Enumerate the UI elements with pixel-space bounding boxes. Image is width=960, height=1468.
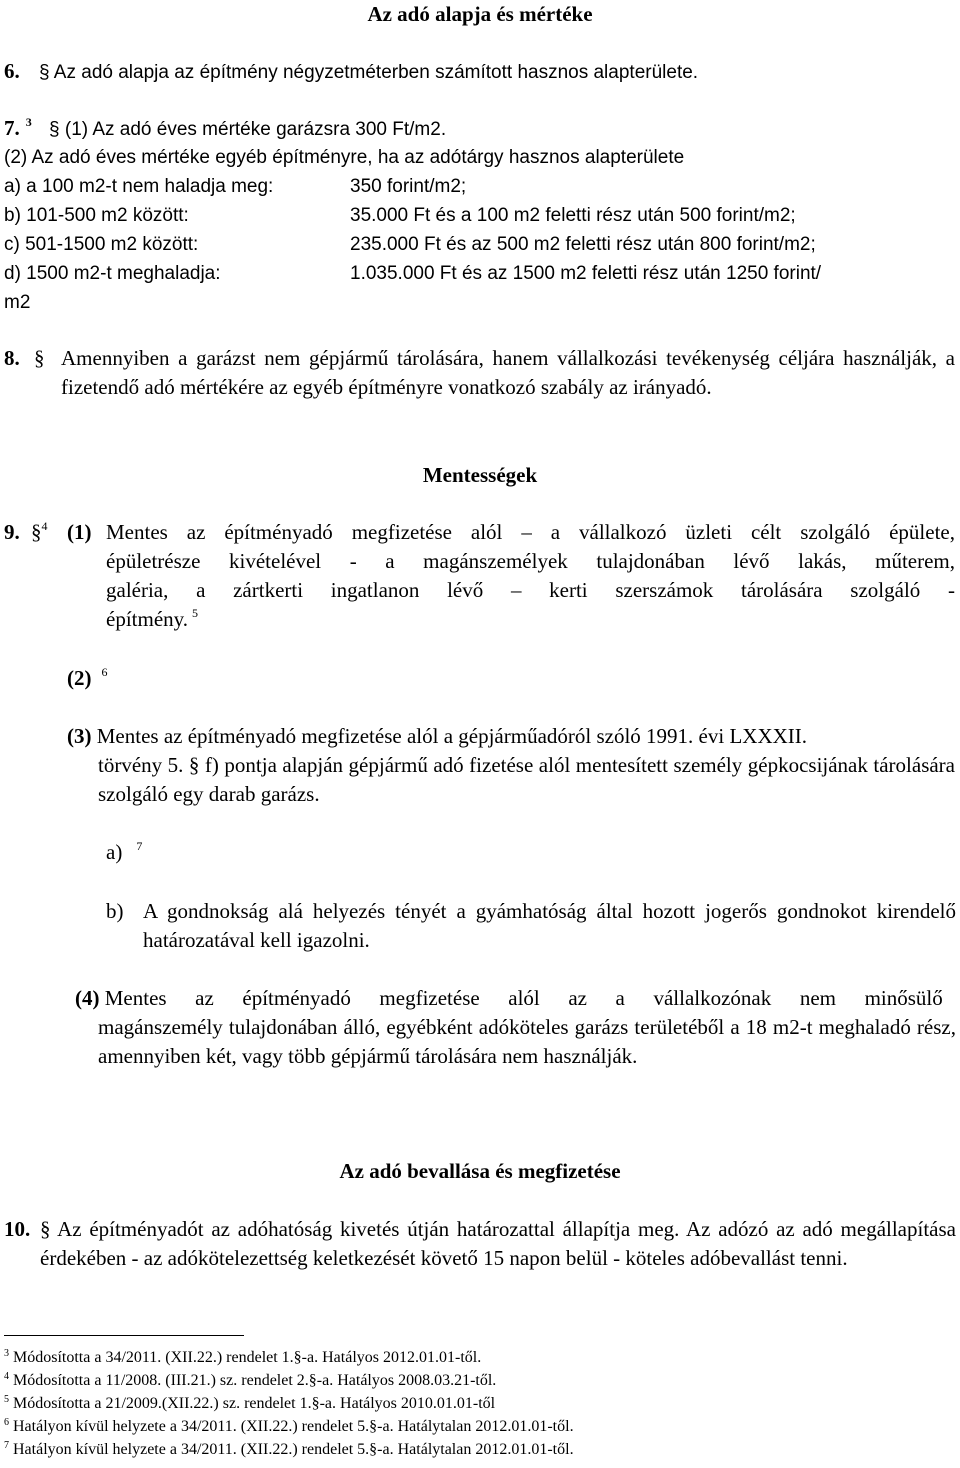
footnote-7-number: 7 <box>4 1440 9 1451</box>
rate-row-a-value: 350 forint/m2; <box>350 176 467 197</box>
rate-row-a-label: a) a 100 m2-t nem haladja meg: <box>4 176 274 197</box>
para-9-1-line-1: Mentes az építményadó megfizetése alól – a vállalkozó üzleti célt szolgáló épülete, <box>106 520 955 544</box>
section-7-para-1 <box>4 114 446 144</box>
para-9-4-first-text: Mentes az építményadó megfizetése alól az a vállalkozónak nem minősülő <box>104 986 943 1010</box>
section-6-text: § Az adó alapja az építmény négyzetméterben számított hasznos alapterülete. <box>39 62 699 83</box>
para-9-1-label: (1) <box>67 520 92 544</box>
footnote-4-number: 4 <box>4 1371 9 1382</box>
section-8-number: 8. <box>4 346 20 370</box>
section-7-number: 7. <box>4 116 20 140</box>
para-9-1-line-3: galéria, a zártkerti ingatlanon lévő – kerti szerszámok tárolására szolgáló - <box>106 578 955 602</box>
para-9-2-label: (2) <box>67 666 92 690</box>
section-6 <box>4 57 698 87</box>
item-b-label: b) <box>106 899 124 923</box>
section-9-head <box>4 518 48 547</box>
section-10-text: § Az építményadót az adóhatóság kivetés útján határozattal állapítja meg. Az adózó az adó megállapítása érdekében - az adókötelezettség keletkezését követő 15 napon belül - köteles adóbevallást tenni. <box>40 1217 956 1270</box>
footnote-separator <box>4 1335 244 1336</box>
footnote-7 <box>4 1440 574 1460</box>
section-9-number: 9. <box>4 520 20 544</box>
heading-exemptions: Mentességek <box>422 463 538 487</box>
footnote-6-number: 6 <box>4 1417 9 1428</box>
para-9-4-first <box>75 984 943 1013</box>
rate-row-b-label: b) 101-500 m2 között: <box>4 205 189 226</box>
para-9-3-first <box>67 722 807 751</box>
footnote-5-number: 5 <box>4 1394 9 1405</box>
section-6-number: 6. <box>4 59 20 83</box>
para-9-3-rest: törvény 5. § f) pontja alapján gépjármű adó fizetése alól mentesített személy gépkocsijának tárolására szolgáló egy darab garázs. <box>98 753 955 806</box>
footnote-3-number: 3 <box>4 1348 9 1359</box>
para-9-3-first-text: Mentes az építményadó megfizetése alól a gépjárműadóról szóló 1991. évi LXXXII. <box>96 724 808 748</box>
rate-row-c-value: 235.000 Ft és az 500 m2 feletti rész után 800 forint/m2; <box>350 234 816 255</box>
footnote-6-text: Hatályon kívül helyzete a 34/2011. (XII.22.) rendelet 5.§-a. Hatálytalan 2012.01.01-től. <box>13 1418 574 1435</box>
item-a-label: a) <box>106 840 123 864</box>
footnote-4-text: Módosította a 11/2008. (III.21.) sz. rendelet 2.§-a. Hatályos 2008.03.21-től. <box>13 1372 497 1389</box>
item-b-text: A gondnokság alá helyezés tényét a gyámhatóság által hozott jogerős gondnokot kirendelő határozatával kell igazolni. <box>143 899 956 952</box>
footnote-ref-6: 6 <box>101 665 108 679</box>
para-9-3-a <box>106 838 142 867</box>
footnote-6 <box>4 1417 574 1437</box>
rate-row-d-wrap: m2 <box>4 292 31 313</box>
section-8-sign: § <box>34 346 45 370</box>
para-9-1-last-text: építmény. <box>106 607 189 631</box>
footnote-ref-5: 5 <box>192 606 199 620</box>
footnote-ref-7: 7 <box>136 839 143 853</box>
rate-row-b-value: 35.000 Ft és a 100 m2 feletti rész után 500 forint/m2; <box>350 205 796 226</box>
para-9-4-rest: magánszemély tulajdonában álló, egyébként adóköteles garázs területéből a 18 m2-t meghaladó rész, amennyiben két, vagy több gépjármű tárolására nem használják. <box>98 1015 956 1068</box>
para-9-2 <box>67 664 108 693</box>
rate-row-d-label: d) 1500 m2-t meghaladja: <box>4 263 221 284</box>
footnote-4 <box>4 1371 496 1391</box>
footnote-3-text: Módosította a 34/2011. (XII.22.) rendelet 1.§-a. Hatályos 2012.01.01-től. <box>13 1349 482 1366</box>
rate-row-c-label: c) 501-1500 m2 között: <box>4 234 199 255</box>
footnote-5-text: Módosította a 21/2009.(XII.22.) sz. rendelet 1.§-a. Hatályos 2010.01.01-től <box>13 1395 496 1412</box>
rate-row-d-value: 1.035.000 Ft és az 1500 m2 feletti rész után 1250 forint/ <box>350 263 822 284</box>
heading-declaration: Az adó bevallása és megfizetése <box>339 1159 621 1183</box>
heading-tax-base: Az adó alapja és mértéke <box>367 2 593 26</box>
footnote-ref-4: 4 <box>41 519 48 533</box>
footnote-7-text: Hatályon kívül helyzete a 34/2011. (XII.22.) rendelet 5.§-a. Hatálytalan 2012.01.01-től. <box>13 1441 574 1458</box>
para-9-1-last <box>106 605 198 634</box>
section-7-text-1: § (1) Az adó éves mértéke garázsra 300 Ft/m2. <box>49 119 447 140</box>
footnote-ref-3: 3 <box>25 115 32 129</box>
para-9-1-line-2: épületrésze kivételével - a magánszemélyek tulajdonában lévő lakás, műterem, <box>106 549 955 573</box>
section-7-para-2: (2) Az adó éves mértéke egyéb építményre, ha az adótárgy hasznos alapterülete <box>4 147 685 168</box>
section-9-sign: § <box>31 520 42 544</box>
para-9-3-label: (3) <box>67 724 92 748</box>
para-9-4-label: (4) <box>75 986 100 1010</box>
section-8-text: Amennyiben a garázst nem gépjármű tárolására, hanem vállalkozási tevékenység céljára használják, a fizetendő adó mértékére az egyéb építményre vonatkozó szabály az irányadó. <box>61 346 955 399</box>
section-10-number: 10. <box>4 1217 31 1241</box>
footnote-5 <box>4 1394 495 1414</box>
footnote-3 <box>4 1348 481 1368</box>
